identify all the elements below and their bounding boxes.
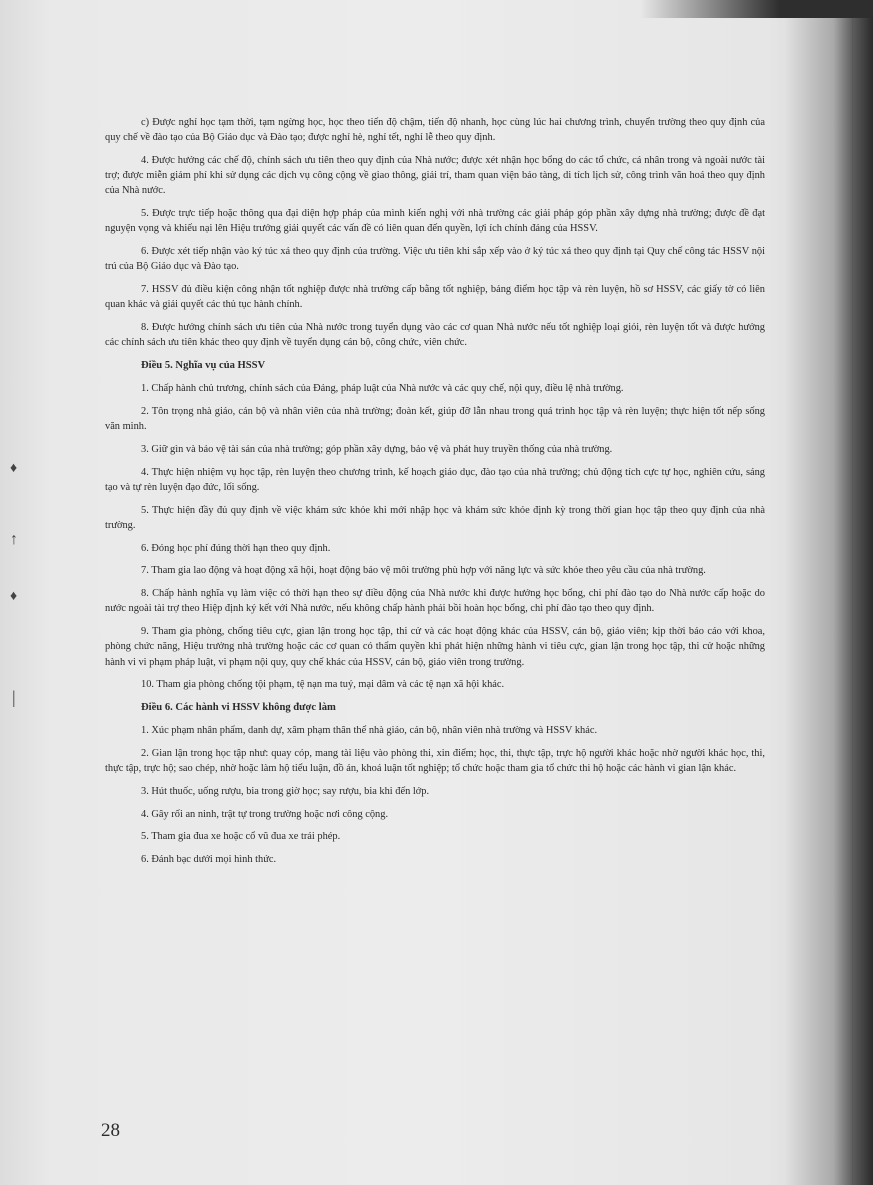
paragraph: c) Được nghỉ học tạm thời, tạm ngừng học, học theo tiến độ chậm, tiến độ nhanh, học cùng lúc hai chương trình, chuyển trường theo quy định của quy chế về đào tạo của Bộ Giáo dục và Đào tạo; được nghỉ hè, nghỉ tết, nghỉ lễ theo quy định. [105,117,765,144]
binding-mark: ↑ [10,531,18,548]
scan-border [640,0,873,18]
section-heading: Điều 6. Các hành vi HSSV không được làm [141,702,336,714]
paragraph: 8. Chấp hành nghĩa vụ làm việc có thời hạn theo sự điều động của Nhà nước khi được hưởng học bổng, chi phí đào tạo do Nhà nước cấp hoặc do nước ngoài tài trợ theo Hiệp định ký kết với Nhà nước, nếu không chấp hành phải bồi hoàn học bổng, chi phí đào tạo theo quy định. [105,588,765,615]
paragraph: 10. Tham gia phòng chống tội phạm, tệ nạn ma tuý, mại dâm và các tệ nạn xã hội khác. [141,679,505,691]
paragraph: 4. Thực hiện nhiệm vụ học tập, rèn luyện theo chương trình, kế hoạch giáo dục, đào tạo của nhà trường; chủ động tích cực tự học, nghiên cứu, sáng tạo và tự rèn luyện đạo đức, lối sống. [105,466,765,493]
paragraph: 6. Được xét tiếp nhận vào ký túc xá theo quy định của trường. Việc ưu tiên khi sắp xếp vào ở ký túc xá theo quy định tại Quy chế công tác HSSV nội trú của Bộ Giáo dục và Đào tạo. [105,246,765,273]
paragraph: 1. Chấp hành chủ trương, chính sách của Đảng, pháp luật của Nhà nước và các quy chế, nội quy, điều lệ nhà trường. [141,383,624,394]
binding-mark: ♦ [10,461,18,476]
paragraph: 2. Tôn trọng nhà giáo, cán bộ và nhân viên của nhà trường; đoàn kết, giúp đỡ lẫn nhau trong quá trình học tập và rèn luyện; thực hiện tốt nếp sống văn minh. [105,405,765,432]
paragraph: 5. Được trực tiếp hoặc thông qua đại diện hợp pháp của mình kiến nghị với nhà trường các giải pháp góp phần xây dựng nhà trường; được đề đạt nguyện vọng và khiếu nại lên Hiệu trưởng giải quyết các vấn đề có liên quan đến quyền, lợi ích chính đáng của HSSV. [105,208,765,235]
paragraph: 9. Tham gia phòng, chống tiêu cực, gian lận trong học tập, thi cử và các hoạt động khác của HSSV, cán bộ, giáo viên; kịp thời báo cáo với khoa, phòng chức năng, Hiệu trưởng nhà trường hoặc các cơ quan có thẩm quyền khi phát hiện những hành vi tiêu cực, gian lận trong học tập, thi cử hoặc những hành vi vi phạm pháp luật, vi phạm nội quy, quy chế khác của HSSV, cán bộ, giáo viên trong trường. [105,626,765,668]
paragraph: 3. Giữ gìn và bảo vệ tài sản của nhà trường; góp phần xây dựng, bảo vệ và phát huy truyền thống của nhà trường. [141,443,613,455]
paragraph: 3. Hút thuốc, uống rượu, bia trong giờ học; say rượu, bia khi đến lớp. [141,785,430,797]
paragraph: 2. Gian lận trong học tập như: quay cóp, mang tài liệu vào phòng thi, xin điểm; học, thi, thực tập, trực hộ người khác hoặc nhờ người khác học, thi, thực tập, trực hộ; sao chép, nhờ hoặc làm hộ tiểu luận, đồ án, khoá luận tốt nghiệp; tổ chức hoặc tham gia tổ chức thi hộ hoặc các hành vi gian lận khác. [105,747,765,774]
paragraph: 6. Đóng học phí đúng thời hạn theo quy định. [141,542,331,554]
page-number: 28 [101,1120,120,1141]
paragraph: 7. Tham gia lao động và hoạt động xã hội, hoạt động bảo vệ môi trường phù hợp với năng lực và sức khỏe theo yêu cầu của nhà trường. [141,565,706,577]
paragraph: 8. Được hưởng chính sách ưu tiên của Nhà nước trong tuyển dụng vào các cơ quan Nhà nước nếu tốt nghiệp loại giỏi, rèn luyện tốt và được hưởng các chính sách ưu tiên khác theo quy định về tuyển dụng cán bộ, công chức, viên chức. [105,322,765,349]
page-edge-shadow [785,0,873,1185]
binding-mark: | [12,687,16,707]
paragraph: 1. Xúc phạm nhân phẩm, danh dự, xâm phạm thân thể nhà giáo, cán bộ, nhân viên nhà trường và HSSV khác. [141,724,598,736]
paragraph: 4. Được hưởng các chế độ, chính sách ưu tiên theo quy định của Nhà nước; được xét nhận học bổng do các tổ chức, cá nhân trong và ngoài nước tài trợ; được miễn giảm phí khi sử dụng các dịch vụ công cộng về giao thông, giải trí, tham quan viện bảo tàng, di tích lịch sử, công trình văn hoá theo quy định của Nhà nước. [105,155,765,197]
paragraph: 4. Gây rối an ninh, trật tự trong trường hoặc nơi công cộng. [141,808,389,820]
binding-mark: ♦ [10,589,18,604]
paragraph: 5. Thực hiện đầy đủ quy định về việc khám sức khỏe khi mới nhập học và khám sức khỏe định kỳ trong thời gian học tập theo quy định của nhà trường. [105,504,765,531]
paragraph: 6. Đánh bạc dưới mọi hình thức. [141,854,277,866]
paragraph: 5. Tham gia đua xe hoặc cổ vũ đua xe trái phép. [141,831,341,843]
section-heading: Điều 5. Nghĩa vụ của HSSV [141,360,266,372]
paragraph: 7. HSSV đủ điều kiện công nhận tốt nghiệp được nhà trường cấp bằng tốt nghiệp, bảng điểm học tập và rèn luyện, hồ sơ HSSV, các giấy tờ có liên quan khác và giải quyết các thủ tục hành chính. [105,284,765,311]
document-body [105,115,765,875]
